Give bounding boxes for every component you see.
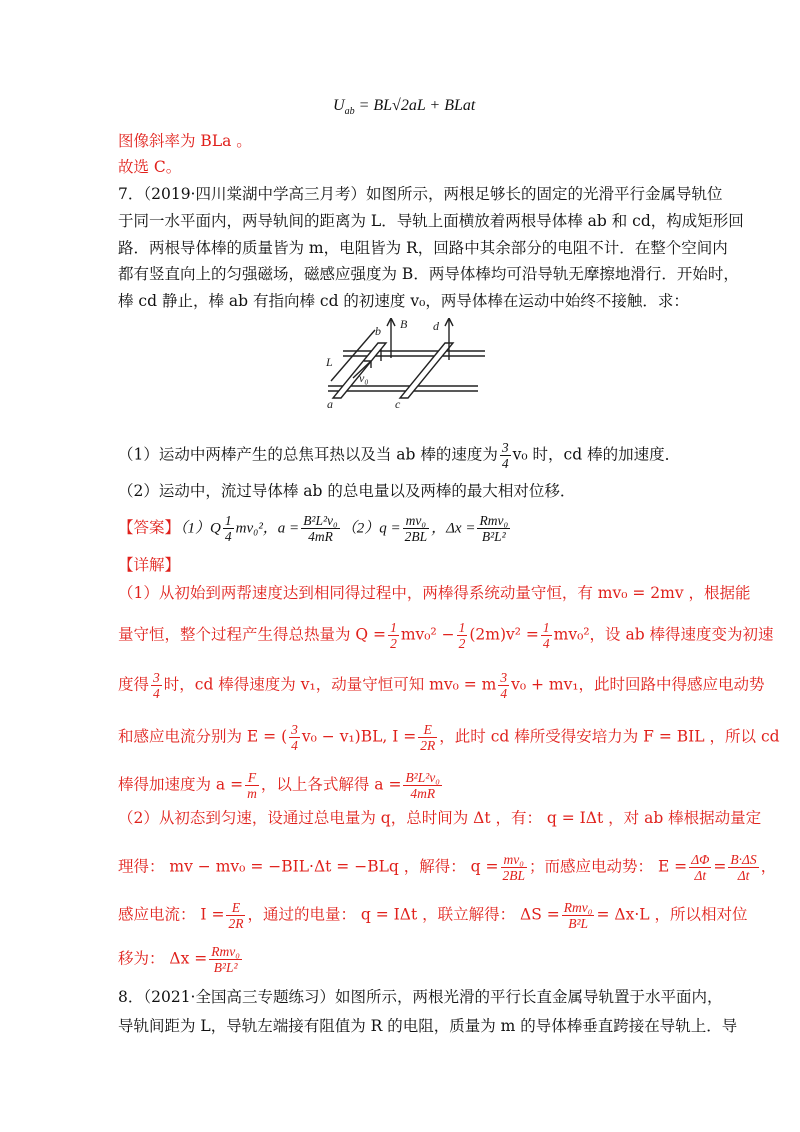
detail-line-2: 量守恒，整个过程产生得总热量为 Q = $\frac{1}{2}$ mv₀² − $\frac{1}{2}$ (2m)v² = $\frac{1}{4}$ mv₀²，设 ab 棒得速度变为初速 xyxy=(118,620,774,651)
detail-line-1: （1）从初始到两帮速度达到相同得过程中，两棒得系统动量守恒，有 mv₀ = 2mv ，根据能 xyxy=(118,584,751,602)
slope-line: 图像斜率为 BLa 。 xyxy=(118,132,252,150)
label-B: B xyxy=(400,318,408,331)
formula-rhs: = BL√2aL + BLat xyxy=(358,97,476,114)
detail-tag: 【详解】 xyxy=(118,556,181,574)
formula-lhs: U xyxy=(333,97,345,114)
label-b: b xyxy=(375,324,381,338)
detail-line-8: 感应电流： I = $\frac{E}{2R}$ ，通过的电量： q = IΔt ，联立解得： ΔS = $\frac{\text{Rmv₀}}{\text{B²L}}$ = Δx·L ，所以相对位 xyxy=(118,900,748,931)
detail-line-7: 理得： mv − mv₀ = −BIL·Δt = −BLq ，解得： q = $\frac{\text{mv₀}}{2BL}$ ；而感应电动势： E = $\frac{\Delta\Phi}{\Delta t}$ = $\frac{B\cdot\Delta S}{\Delta t}$ ， xyxy=(118,852,777,883)
choice-line: 故选 C。 xyxy=(118,158,182,176)
label-v0: v₀ xyxy=(359,371,369,385)
q8-line-1: 8．（2021·全国高三专题练习）如图所示，两根光滑的平行长直金属导轨置于水平面内， xyxy=(118,988,723,1006)
q7-line-1: 7．（2019·四川棠湖中学高三月考）如图所示，两根足够长的固定的光滑平行金属导轨位 xyxy=(118,185,723,203)
detail-line-3: 度得 $\frac{3}{4}$ 时，cd 棒得速度为 v₁，动量守恒可知 mv₀ = m $\frac{3}{4}$ v₀ + mv₁，此时回路中得感应电动势 xyxy=(118,670,765,701)
formula-sub: ab xyxy=(344,106,355,118)
part1-text-b: v₀ 时，cd 棒的加速度． xyxy=(512,445,681,464)
answer-line: 【答案】（1）Q $\frac{1}{4}$ mv₀²，a = $\frac{\text{B²L²v₀}}{4mR}$ （2）q = $\frac{\text{mv₀}}{2BL}$ ，Δx = $\frac{\text{Rmv₀}}{\text{B²L²}}$ xyxy=(118,513,509,544)
rail-diagram xyxy=(323,318,488,410)
detail-line-9: 移为： Δx = $\frac{\text{Rmv₀}}{\text{B²L²}}$ xyxy=(118,944,240,975)
label-d: d xyxy=(433,319,439,333)
q8-line-2: 导轨间距为 L，导轨左端接有阻值为 R 的电阻，质量为 m 的导体棒垂直跨接在导轨上．导 xyxy=(118,1017,738,1035)
part1-text-a: （1）运动中两棒产生的总焦耳热以及当 ab 棒的速度为 xyxy=(118,445,498,464)
q7-line-4: 都有竖直向上的匀强磁场，磁感应强度为 B．两导体棒均可沿导轨无摩擦地滑行．开始时， xyxy=(118,265,739,283)
detail-line-5: 棒得加速度为 a = $\frac{F}{m}$ ，以上各式解得 a = $\frac{\text{B²L²v₀}}{4mR}$ xyxy=(118,770,440,801)
label-L: L xyxy=(326,355,333,369)
label-a: a xyxy=(327,397,333,410)
q7-part-2: （2）运动中，流过导体棒 ab 的总电量以及两棒的最大相对位移． xyxy=(118,482,576,500)
q7-part-1 xyxy=(118,440,680,471)
voltage-formula xyxy=(333,97,475,117)
detail-line-6: （2）从初态到匀速，设通过总电量为 q，总时间为 Δt ，有： q = IΔt ，对 ab 棒根据动量定 xyxy=(118,809,762,827)
q7-line-3: 路．两根导体棒的质量皆为 m，电阻皆为 R，回路中其余部分的电阻不计．在整个空间内 xyxy=(118,239,728,257)
detail-line-4: 和感应电流分别为 E = ( $\frac{3}{4}$ v₀ − v₁)BL, I = $\frac{E}{2R}$ ，此时 cd 棒所受得安培力为 F = BIL ，所以 cd xyxy=(118,722,780,753)
answer-tag: 【答案】 xyxy=(118,518,181,537)
q7-line-5: 棒 cd 静止，棒 ab 有指向棒 cd 的初速度 v₀，两导体棒在运动中始终不接触．求： xyxy=(118,292,689,310)
q7-line-2: 于同一水平面内，两导轨间的距离为 L．导轨上面横放着两根导体棒 ab 和 cd，构成矩形回 xyxy=(118,212,744,230)
label-c: c xyxy=(395,397,401,410)
fraction: $\frac{3}{4}$ xyxy=(501,440,509,471)
